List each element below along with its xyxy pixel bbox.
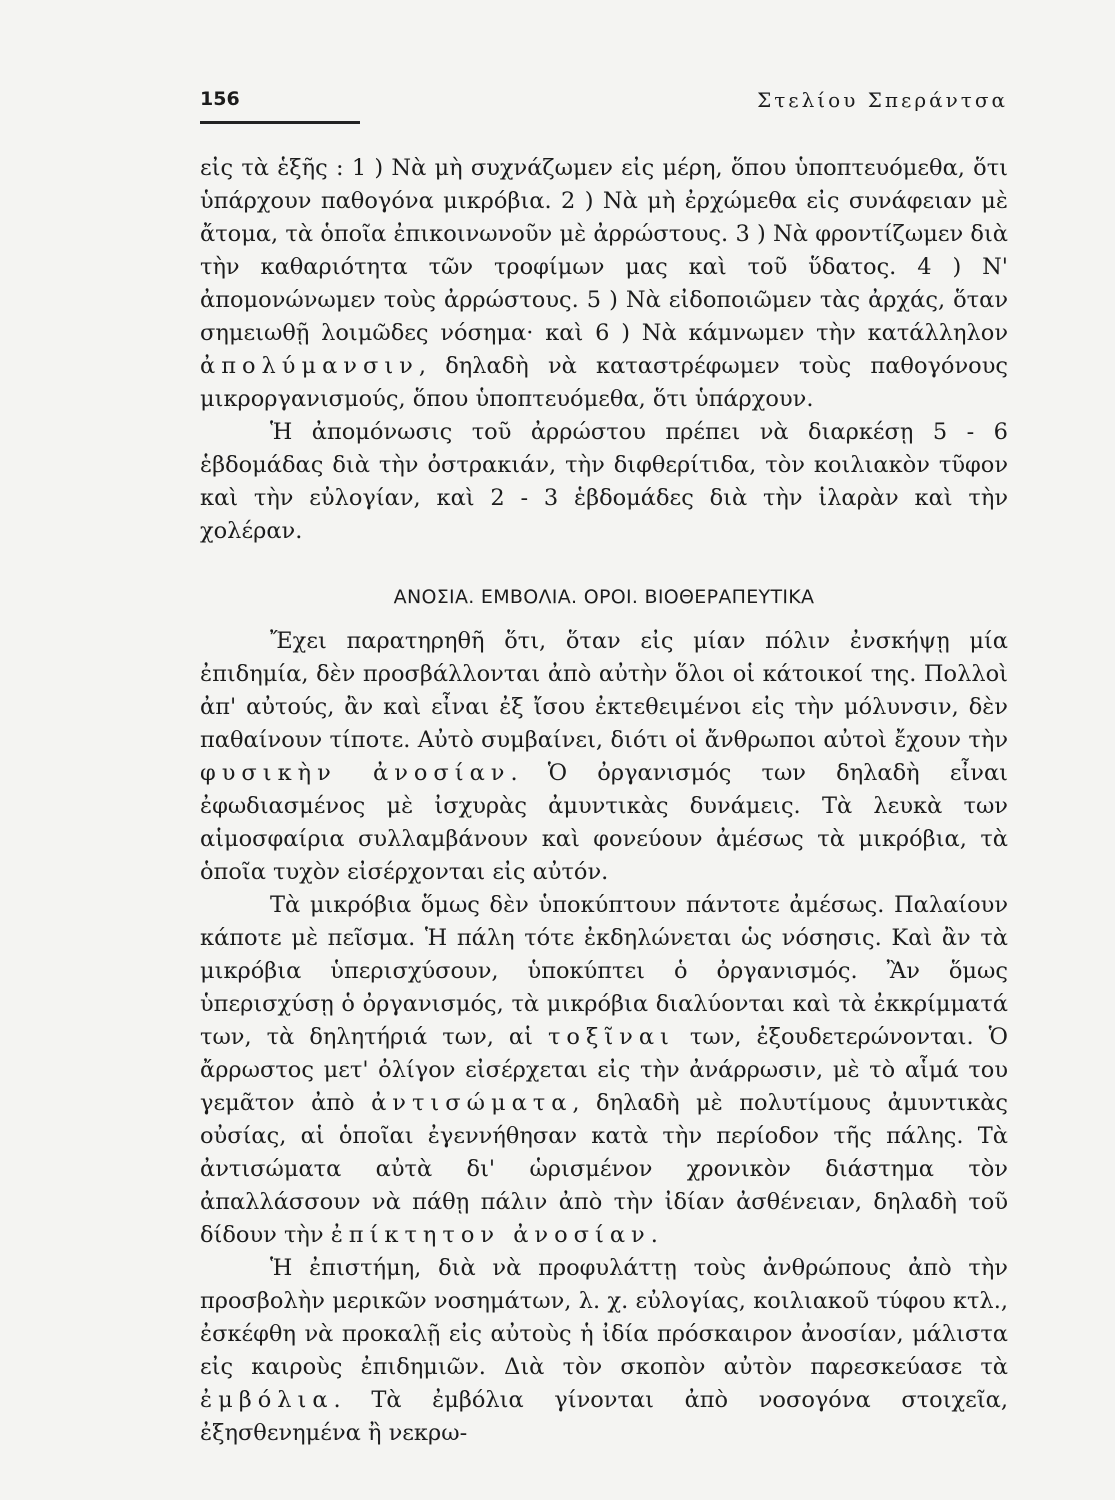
spaced-emphasis: ἀπολύμανσιν	[200, 353, 419, 379]
spaced-emphasis: τοξῖναι	[547, 1024, 675, 1050]
page-body	[200, 152, 1008, 1450]
paragraph-natural-immunity: Ἔχει παρατηρηθῆ ὅτι, ὅταν εἰς μίαν πόλιν ἐνσκήψῃ μία ἐπιδημία, δὲν προσβάλλονται ἀπὸ αὐτὴν ὅλοι οἱ κάτοικοί της. Πολλοὶ ἀπ' αὐτούς, ἂν καὶ εἶναι ἐξ ἴσου ἐκτεθειμένοι εἰς τὴν μόλυνσιν, δὲν παθαίνουν τίποτε. Αὐτὸ συμβαίνει, διότι οἱ ἄνθρωποι αὐτοὶ ἔχουν τὴν φυσικὴν ἀνοσίαν. Ὁ ὀργανισμός των δηλαδὴ εἶναι ἐφωδιασμένος μὲ ἰσχυρὰς ἀμυντικὰς δυνάμεις. Τὰ λευκὰ των αἱμοσφαίρια συλλαμβάνουν καὶ φονεύουν ἀμέσως τὰ μικρόβια, τὰ ὁποῖα τυχὸν εἰσέρχονται εἰς αὐτόν.	[200, 628, 1008, 885]
paragraph-isolation: Ἡ ἀπομόνωσις τοῦ ἀρρώστου πρέπει νὰ διαρκέσῃ 5 - 6 ἑβδομάδας διὰ τὴν ὀστρακιάν, τὴν διφθερίτιδα, τὸν κοιλιακὸν τῦφον καὶ τὴν εὐλογίαν, καὶ 2 - 3 ἑβδομάδες διὰ τὴν ἱλαρὰν καὶ τὴν χολέραν.	[200, 419, 1008, 544]
spaced-emphasis: ἐμβόλια	[200, 1387, 334, 1413]
page-number: 156	[200, 88, 240, 110]
spaced-emphasis: φυσικὴν ἀνοσίαν	[200, 760, 511, 786]
spaced-emphasis: ἐπίκτητον ἀνοσίαν	[330, 1222, 651, 1248]
paragraph-precautions: εἰς τὰ ἑξῆς : 1 ) Νὰ μὴ συχνάζωμεν εἰς μέρη, ὅπου ὑποπτευόμεθα, ὅτι ὑπάρχουν παθογόνα μικρόβια. 2 ) Νὰ μὴ ἐρχώμεθα εἰς συνάφειαν μὲ ἄτομα, τὰ ὁποῖα ἐπικοινωνοῦν μὲ ἀρρώστους. 3 ) Νὰ φροντίζωμεν διὰ τὴν καθαριότητα τῶν τροφίμων μας καὶ τοῦ ὕδατος. 4 ) Ν' ἀπομονώνωμεν τοὺς ἀρρώστους. 5 ) Νὰ εἰδοποιῶμεν τὰς ἀρχάς, ὅταν σημειωθῇ λοιμῶδες νόσημα· καὶ 6 ) Νὰ κάμνωμεν τὴν κατάλληλον ἀπολύμανσιν, δηλαδὴ νὰ καταστρέφωμεν τοὺς παθογόνους μικροργανισμούς, ὅπου ὑποπτευόμεθα, ὅτι ὑπάρχουν.	[200, 155, 1008, 412]
header-rule	[200, 121, 360, 124]
running-title: Στελίου Σπεράντσα	[757, 88, 1008, 112]
page-header	[200, 88, 1008, 120]
paragraph-vaccines: Ἡ ἐπιστήμη, διὰ νὰ προφυλάττῃ τοὺς ἀνθρώπους ἀπὸ τὴν προσβολὴν μερικῶν νοσημάτων, λ. χ. εὐλογίας, κοιλιακοῦ τύφου κτλ., ἐσκέφθη νὰ προκαλῇ εἰς αὐτοὺς ἡ ἰδία πρόσκαιρον ἀνοσίαν, μάλιστα εἰς καιροὺς ἐπιδημιῶν. Διὰ τὸν σκοπὸν αὐτὸν παρεσκεύασε τὰ ἐμβόλια. Τὰ ἐμβόλια γίνονται ἀπὸ νοσογόνα στοιχεῖα, ἐξησθενημένα ἢ νεκρω-	[200, 1255, 1008, 1446]
spaced-emphasis: ἀντισώματα	[371, 1090, 573, 1116]
paragraph-acquired-immunity: Τὰ μικρόβια ὅμως δὲν ὑποκύπτουν πάντοτε ἀμέσως. Παλαίουν κάποτε μὲ πεῖσμα. Ἡ πάλη τότε ἐκδηλώνεται ὡς νόσησις. Καὶ ἂν τὰ μικρόβια ὑπερισχύσουν, ὑποκύπτει ὁ ὀργανισμός. Ἂν ὅμως ὑπερισχύσῃ ὁ ὀργανισμός, τὰ μικρόβια διαλύονται καὶ τὰ ἐκκρίμματά των, τὰ δηλητήριά των, αἱ τοξῖναι των, ἐξουδετερώνονται. Ὁ ἄρρωστος μετ' ὀλίγον εἰσέρχεται εἰς τὴν ἀνάρρωσιν, μὲ τὸ αἷμά του γεμᾶτον ἀπὸ ἀντισώματα, δηλαδὴ μὲ πολυτίμους ἀμυντικὰς οὐσίας, αἱ ὁποῖαι ἐγεννήθησαν κατὰ τὴν περίοδον τῆς πάλης. Τὰ ἀντισώματα αὐτὰ δι' ὡρισμένον χρονικὸν διάστημα τὸν ἀπαλλάσσουν νὰ πάθῃ πάλιν ἀπὸ τὴν ἰδίαν ἀσθένειαν, δηλαδὴ τοῦ δίδουν τὴν ἐπίκτητον ἀνοσίαν.	[200, 892, 1008, 1248]
section-heading: ΑΝΟΣΙΑ. ΕΜΒΟΛΙΑ. ΟΡΟΙ. ΒΙΟΘΕΡΑΠΕΥΤΙΚΑ	[393, 586, 815, 608]
